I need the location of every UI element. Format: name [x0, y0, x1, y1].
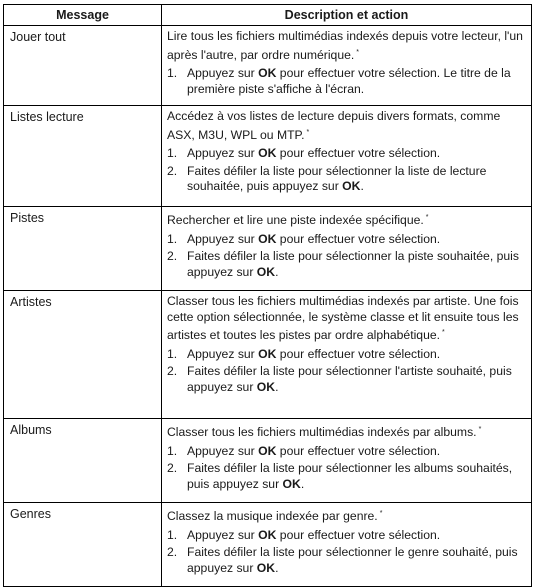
step-text: . — [275, 560, 279, 575]
table-header-row — [4, 5, 532, 26]
step-item — [167, 528, 525, 544]
step-text: Faites défiler la liste pour sélectionner l'artiste souhaité, puis appuyez sur — [187, 364, 512, 394]
ok-key-label: OK — [256, 560, 276, 575]
step-item — [167, 146, 525, 162]
step-number: 2. — [167, 545, 178, 560]
media-options-table — [3, 4, 532, 587]
step-text: pour effectuer votre sélection. — [276, 231, 441, 246]
table-row — [4, 207, 532, 291]
step-list — [167, 528, 525, 577]
step-text: pour effectuer votre sélection. — [276, 443, 441, 458]
step-text: Faites défiler la liste pour sélectionner la liste de lecture souhaitée, puis appuyez sur — [187, 163, 487, 194]
step-number: 2. — [167, 249, 178, 264]
note-marker: * — [306, 128, 310, 136]
step-text: Appuyez sur — [187, 66, 259, 81]
ok-key-label: OK — [258, 443, 277, 458]
step-list — [167, 232, 525, 281]
step-number: 1. — [167, 146, 178, 161]
note-marker: * — [478, 426, 482, 434]
step-list — [167, 66, 525, 97]
step-number: 2. — [167, 461, 178, 476]
message-cell: Artistes — [4, 291, 162, 419]
step-text: . — [360, 179, 364, 194]
step-item — [167, 164, 525, 195]
description-intro — [167, 109, 525, 143]
step-item — [167, 444, 525, 460]
note-marker: * — [425, 214, 429, 222]
step-list — [167, 444, 525, 493]
note-marker: * — [356, 48, 360, 56]
ok-key-label: OK — [258, 66, 277, 81]
description-intro — [167, 506, 525, 525]
step-number: 2. — [167, 364, 178, 379]
message-cell: Genres — [4, 503, 162, 587]
step-item — [167, 347, 525, 363]
step-text: pour effectuer votre sélection. — [276, 346, 441, 361]
step-text: Faites défiler la liste pour sélectionner le genre souhaité, puis appuyez sur — [187, 545, 518, 575]
column-header-message: Message — [4, 5, 162, 26]
step-text: . — [275, 379, 279, 394]
step-text: Faites défiler la liste pour sélectionner les albums souhaités, puis appuyez sur — [187, 461, 513, 491]
intro-text: Classer tous les fichiers multimédias indexés par artiste. Une fois cette option sélectionnée, le système classe et lit ensuite tous les artistes et toutes les pistes par ordre alphabétique. — [167, 294, 519, 343]
ok-key-label: OK — [258, 346, 277, 361]
intro-text: Accédez à vos listes de lecture depuis divers formats, comme ASX, M3U, WPL ou MTP. — [167, 109, 501, 142]
message-cell: Listes lecture — [4, 106, 162, 207]
description-cell — [162, 26, 532, 106]
step-text: Appuyez sur — [187, 231, 259, 246]
description-cell — [162, 419, 532, 503]
step-text: Appuyez sur — [187, 527, 259, 542]
step-number: 1. — [167, 346, 178, 361]
ok-key-label: OK — [258, 527, 277, 542]
step-item — [167, 232, 525, 248]
step-text: Appuyez sur — [187, 443, 259, 458]
message-cell: Pistes — [4, 207, 162, 291]
step-text: pour effectuer votre sélection. — [276, 146, 441, 161]
description-cell — [162, 503, 532, 587]
note-marker: * — [442, 329, 445, 337]
intro-text: Lire tous les fichiers multimédias indexés depuis votre lecteur, l'un après l'autre, par ordre numérique. — [167, 29, 523, 62]
step-text: . — [275, 264, 279, 279]
message-cell: Jouer tout — [4, 26, 162, 106]
table-row — [4, 503, 532, 587]
step-list — [167, 146, 525, 195]
table-row — [4, 419, 532, 503]
description-intro — [167, 29, 525, 63]
ok-key-label: OK — [282, 476, 301, 491]
description-intro — [167, 210, 525, 229]
step-text: pour effectuer votre sélection. — [276, 527, 441, 542]
step-number: 1. — [167, 527, 178, 542]
intro-text: Classez la musique indexée par genre. — [167, 509, 378, 524]
table-row — [4, 291, 532, 419]
table-row — [4, 106, 532, 207]
step-item — [167, 66, 525, 97]
step-number: 2. — [167, 163, 178, 178]
intro-text: Classer tous les fichiers multimédias indexés par albums. — [167, 425, 477, 440]
step-number: 1. — [167, 231, 178, 246]
step-item — [167, 461, 525, 492]
ok-key-label: OK — [256, 379, 276, 394]
step-text: Appuyez sur — [187, 346, 259, 361]
step-text: pour effectuer votre sélection. Le titre de la première piste s'affiche à l'écran. — [187, 66, 511, 96]
step-number: 1. — [167, 443, 178, 458]
step-item — [167, 364, 525, 395]
description-intro — [167, 422, 525, 441]
description-intro — [167, 294, 525, 344]
description-cell — [162, 106, 532, 207]
message-cell: Albums — [4, 419, 162, 503]
step-item — [167, 545, 525, 576]
ok-key-label: OK — [256, 264, 276, 279]
ok-key-label: OK — [258, 146, 277, 161]
step-list — [167, 347, 525, 396]
column-header-description: Description et action — [162, 5, 532, 26]
ok-key-label: OK — [342, 179, 361, 194]
description-cell — [162, 291, 532, 419]
step-number: 1. — [167, 66, 178, 81]
intro-text: Rechercher et lire une piste indexée spécifique. — [167, 213, 424, 228]
step-text: Faites défiler la liste pour sélectionner la piste souhaitée, puis appuyez sur — [187, 249, 519, 279]
step-item — [167, 249, 525, 280]
step-text: Appuyez sur — [187, 146, 259, 161]
note-marker: * — [379, 510, 383, 518]
ok-key-label: OK — [258, 231, 277, 246]
table-row — [4, 26, 532, 106]
step-text: . — [300, 476, 305, 491]
description-cell — [162, 207, 532, 291]
